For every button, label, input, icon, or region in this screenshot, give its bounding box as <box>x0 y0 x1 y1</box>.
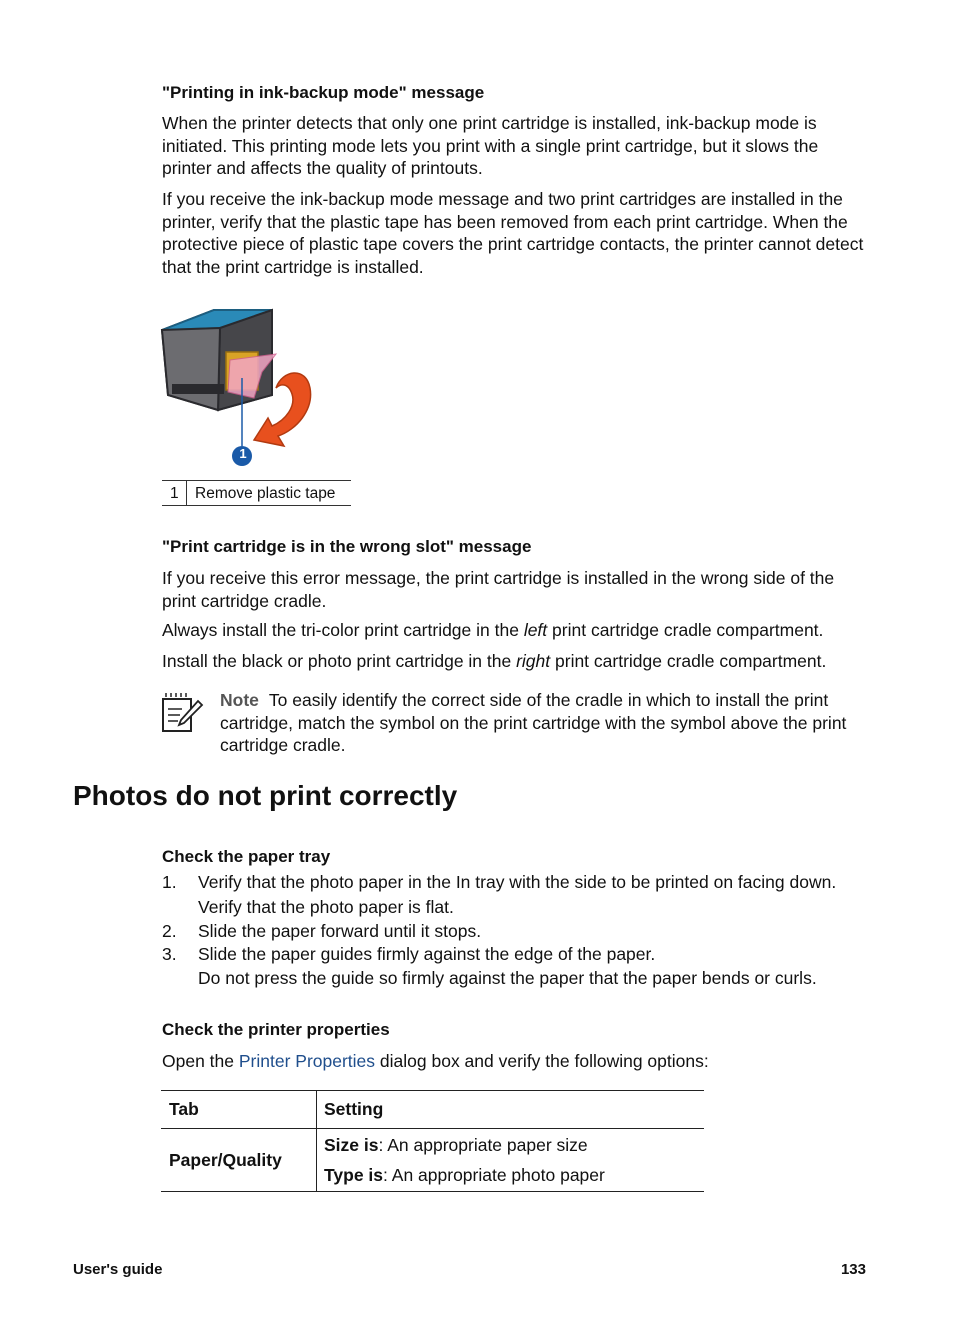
text: print cartridge cradle compartment. <box>550 651 827 671</box>
setting-value: : An appropriate paper size <box>378 1135 588 1155</box>
legend-text: Remove plastic tape <box>195 485 336 502</box>
setting-value: : An appropriate photo paper <box>383 1165 605 1185</box>
step-text: Verify that the photo paper in the In tray with the side to be printed on facing down. <box>198 872 837 892</box>
callout-number: 1 <box>239 446 247 461</box>
paragraph <box>162 650 872 673</box>
printer-properties-link[interactable]: Printer Properties <box>238 1051 376 1071</box>
list-item <box>162 920 882 943</box>
list-item <box>162 871 882 919</box>
text: print cartridge cradle compartment. <box>547 620 824 640</box>
cell-setting <box>317 1129 705 1192</box>
emphasis-right: right <box>516 651 551 671</box>
paragraph <box>162 1050 872 1073</box>
section-heading-printer-properties: Check the printer properties <box>162 1020 390 1039</box>
text: dialog box and verify the following options: <box>375 1051 709 1071</box>
setting-label: Size is <box>324 1135 379 1155</box>
column-header-setting: Setting <box>324 1099 384 1119</box>
text: Install the black or photo print cartridge in the <box>162 651 517 671</box>
table-header-row <box>161 1091 704 1129</box>
step-subtext: Verify that the photo paper is flat. <box>198 897 454 917</box>
step-number: 3. <box>162 944 177 964</box>
options-table <box>161 1090 704 1192</box>
page-number: 133 <box>840 1261 866 1278</box>
paragraph: When the printer detects that only one print cartridge is installed, ink-backup mode is initiated. This printing mode lets you print with a single print cartridge, but it slows the printer and affects the quality of printouts. <box>162 113 819 178</box>
section-heading-ink-backup: "Printing in ink-backup mode" message <box>162 83 485 102</box>
footer-guide-title: User's guide <box>73 1261 163 1278</box>
paragraph: If you receive this error message, the print cartridge is installed in the wrong side of the print cartridge cradle. <box>162 568 835 611</box>
step-number: 1. <box>162 872 177 892</box>
paragraph <box>162 619 872 642</box>
note-label: Note <box>220 690 259 710</box>
setting-size <box>324 1130 703 1160</box>
section-heading-paper-tray: Check the paper tray <box>162 847 331 866</box>
legend-number: 1 <box>162 481 187 506</box>
note-body: To easily identify the correct side of the cradle in which to install the print cartridge, match the symbol on the print cartridge with the symbol above the print cartridge cradle. <box>220 690 847 755</box>
step-text: Slide the paper forward until it stops. <box>198 921 482 941</box>
setting-label: Type is <box>324 1165 384 1185</box>
emphasis-left: left <box>523 620 548 640</box>
cell-tab: Paper/Quality <box>161 1129 317 1192</box>
setting-type <box>324 1160 703 1190</box>
page-title: Photos do not print correctly <box>73 780 458 811</box>
paragraph: If you receive the ink-backup mode message and two print cartridges are installed in the printer, verify that the plastic tape has been removed from each print cartridge. When the protective piece of plastic tape covers the print cartridge contacts, the printer cannot detect that the print cartridge is installed. <box>162 189 864 277</box>
table-row <box>161 1129 704 1192</box>
text: Open the <box>162 1051 239 1071</box>
step-subtext: Do not press the guide so firmly against the paper that the paper bends or curls. <box>198 968 817 988</box>
text: Always install the tri-color print cartridge in the <box>162 620 524 640</box>
list-item <box>162 943 882 990</box>
note-text <box>220 689 870 757</box>
steps-list <box>162 871 882 990</box>
figure-legend <box>162 480 351 506</box>
step-text: Slide the paper guides firmly against the edge of the paper. <box>198 944 656 964</box>
step-number: 2. <box>162 921 177 941</box>
note-pencil-icon <box>160 691 204 735</box>
section-heading-wrong-slot: "Print cartridge is in the wrong slot" message <box>162 537 532 556</box>
column-header-tab: Tab <box>161 1091 317 1129</box>
